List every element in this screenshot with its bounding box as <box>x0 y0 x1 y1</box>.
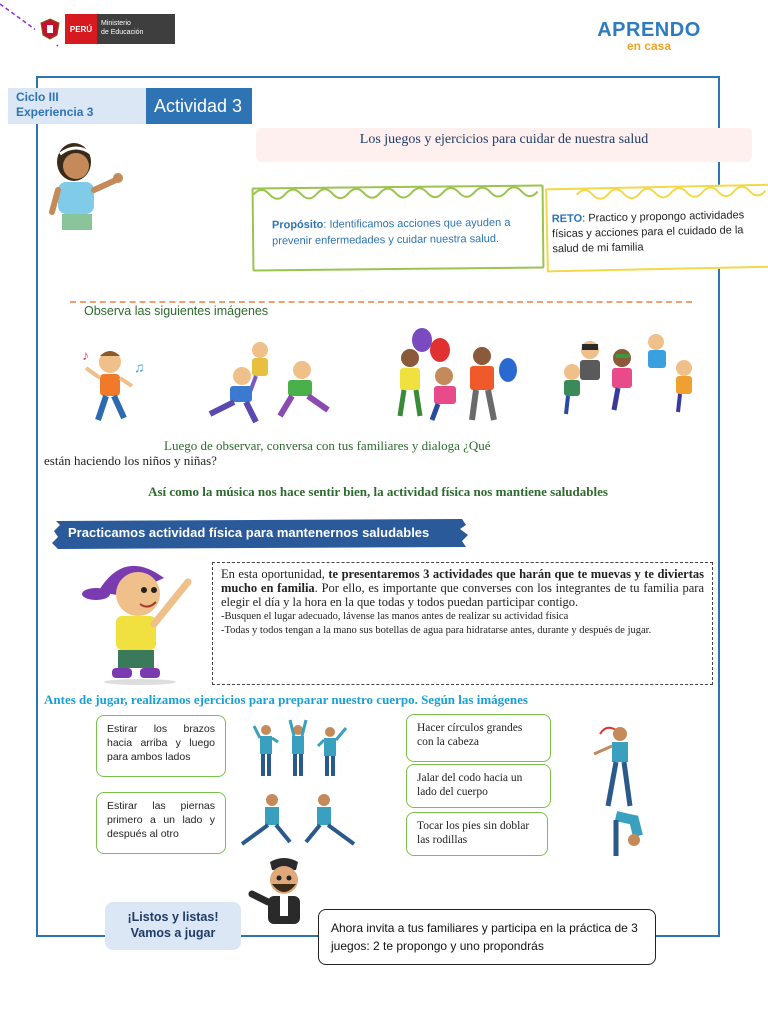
neck-and-toe-exercise-figures <box>586 720 660 860</box>
svg-text:♪: ♪ <box>82 349 89 364</box>
exercise-stretch-arms: Estirar los brazos hacia arriba y luego para ambos lados <box>96 715 226 777</box>
discussion-prompt: Luego de observar, conversa con tus familiares y dialoga ¿Qué están haciendo los niños y niñas? <box>44 438 491 468</box>
activity-intro-box: En esta oportunidad, te presentaremos 3 actividades que harán que te muevas y te diviertas mucho en familia. Por ello, es importante que converses con los integrantes de tu familia para elegir el día y la hora en la que todas y todos puedan participar contigo. -Busquen el lugar adecuado, lávense las manos antes de realizar su actividad física -Todas y todos tengan a la mano sus botellas de agua para hidratarse antes, durante y después de jugar. <box>212 562 713 685</box>
aprendo-en-casa-logo: APRENDO en casa <box>597 19 701 53</box>
page-title: Los juegos y ejercicios para cuidar de nuestra salud <box>256 128 752 162</box>
boy-pointing-illustration <box>84 552 204 686</box>
invitation-box: Ahora invita a tus familiares y participa en la práctica de 3 juegos: 2 te propongo y uno propondrás <box>318 909 656 965</box>
purpose-box <box>252 184 545 271</box>
coat-of-arms-icon <box>35 14 65 44</box>
children-running-illustration <box>190 336 340 428</box>
children-balloons-illustration <box>392 326 522 424</box>
minedu-country: PERÚ <box>65 14 97 44</box>
warmup-heading: Antes de jugar, realizamos ejercicios para preparar nuestro cuerpo. Según las imágenes <box>44 692 528 707</box>
observe-heading: Observa las siguientes imágenes <box>84 304 269 318</box>
ciclo-label: Ciclo III Experiencia 3 <box>8 88 146 124</box>
challenge-box <box>545 184 768 273</box>
leg-stretch-figures <box>238 792 358 850</box>
challenge-label: RETO <box>551 212 583 226</box>
minedu-ministry: Ministerio de Educación <box>97 14 175 44</box>
ready-badge: ¡Listos y listas! Vamos a jugar <box>105 902 241 950</box>
exercise-pull-elbow: Jalar del codo hacia un lado del cuerpo <box>406 764 551 808</box>
girl-waving-illustration <box>44 138 128 236</box>
scallop-border <box>254 184 542 201</box>
dashed-divider <box>70 301 692 303</box>
section-heading: Practicamos actividad física para mantenernos saludables <box>68 525 430 540</box>
activity-title: Actividad 3 <box>146 88 252 124</box>
svg-text:♫: ♫ <box>134 361 145 376</box>
key-message: Así como la música nos hace sentir bien, la actividad física nos mantiene saludables <box>148 484 608 499</box>
exercise-touch-toes: Tocar los pies sin doblar las rodillas <box>406 812 548 856</box>
purpose-label: Propósito <box>271 218 324 232</box>
challenge-text: : Practico y propongo actividades físicas y acciones para el cuidado de la salud de mi familia <box>551 209 745 256</box>
teacher-illustration <box>250 856 318 928</box>
child-dancing-illustration <box>68 336 152 428</box>
arm-stretch-figures <box>252 720 348 780</box>
exercise-head-circles: Hacer círculos grandes con la cabeza <box>406 714 551 762</box>
exercise-stretch-legs: Estirar las piernas primero a un lado y después al otro <box>96 792 226 854</box>
minedu-logo <box>35 14 175 44</box>
children-blindfold-game-illustration <box>556 326 700 424</box>
purpose-text: : Identificamos acciones que ayuden a prevenir enfermedades y cuidar nuestra salud. <box>272 216 511 248</box>
